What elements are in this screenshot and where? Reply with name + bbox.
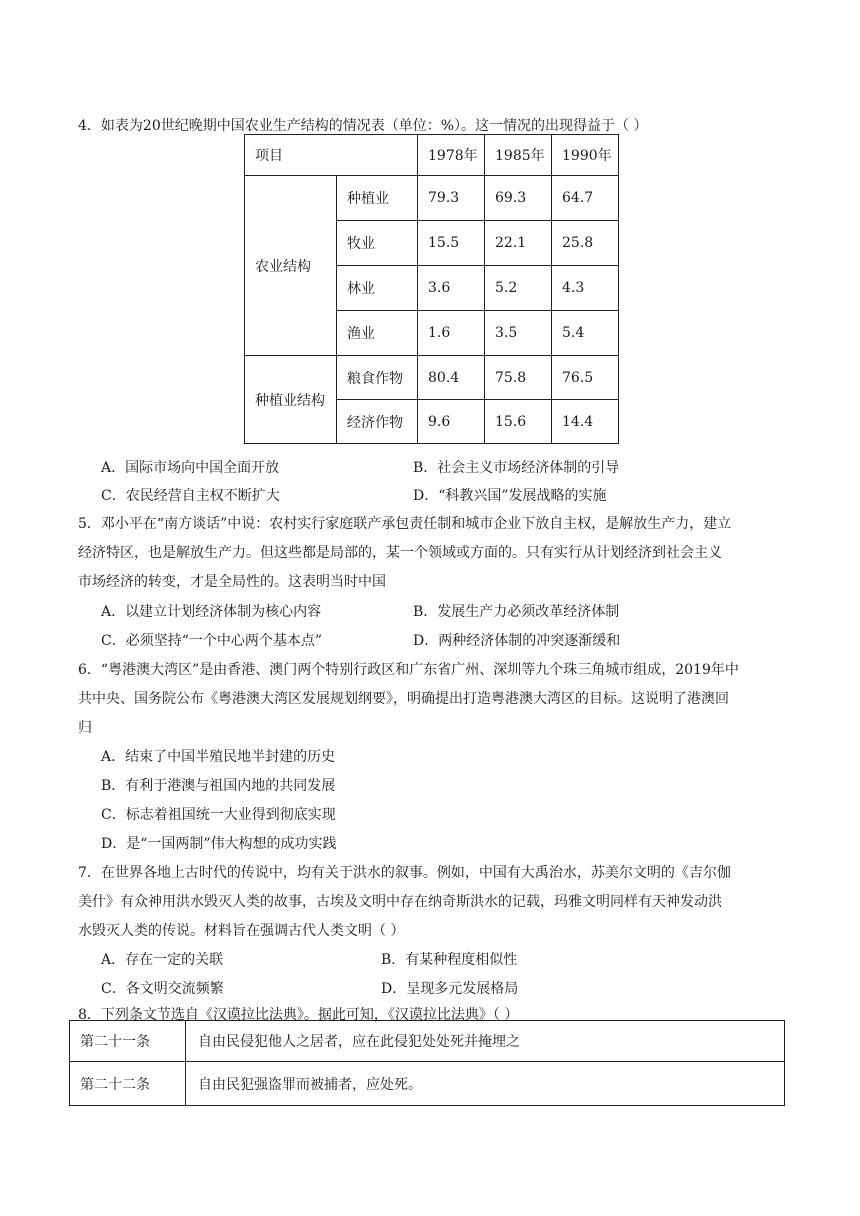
table-header-1990: 1990年 (552, 135, 619, 176)
hammurabi-code-table (69, 1020, 785, 1106)
q5-stem-line-1: 5．邓小平在“南方谈话”中说：农村实行家庭联产承包责任制和城市企业下放自主权，是解放生产力，建立 (78, 516, 732, 532)
row-label: 粮食作物 (337, 356, 418, 400)
table-cell: 15.6 (485, 400, 552, 444)
row-label: 林业 (337, 266, 418, 311)
q4-option-a[interactable]: A．国际市场向中国全面开放 (101, 460, 280, 476)
table-cell: 9.6 (418, 400, 485, 444)
q5-option-b[interactable]: B．发展生产力必须改革经济体制 (413, 604, 620, 620)
row-label: 种植业 (337, 176, 418, 221)
q5-option-a[interactable]: A．以建立计划经济体制为核心内容 (101, 604, 322, 620)
table-cell: 64.7 (552, 176, 619, 221)
table-cell: 76.5 (552, 356, 619, 400)
q7-stem-line-3: 水毁灭人类的传说。材料旨在强调古代人类文明（ ） (78, 923, 405, 939)
table-cell: 3.5 (485, 311, 552, 356)
table-cell: 22.1 (485, 221, 552, 266)
row-label: 渔业 (337, 311, 418, 356)
q6-stem-line-3: 归 (78, 720, 92, 736)
q5-option-d[interactable]: D．两种经济体制的冲突逐渐缓和 (413, 633, 621, 649)
table-header-1978: 1978年 (418, 135, 485, 176)
q6-option-a[interactable]: A．结束了中国半殖民地半封建的历史 (101, 749, 336, 765)
q4-option-c[interactable]: C．农民经营自主权不断扩大 (101, 488, 280, 504)
q8-stem: 8．下列条文节选自《汉谟拉比法典》。据此可知，《汉谟拉比法典》（ ） (78, 1007, 519, 1023)
q6-option-c[interactable]: C．标志着祖国统一大业得到彻底实现 (101, 807, 336, 823)
table-cell: 14.4 (552, 400, 619, 444)
q7-option-c[interactable]: C．各文明交流频繁 (101, 981, 224, 997)
q5-stem-line-2: 经济特区，也是解放生产力。但这些都是局部的，某一个领域或方面的。只有实行从计划经济到社会主义 (78, 545, 722, 561)
q4-stem: 4．如表为20世纪晚期中国农业生产结构的情况表（单位：%）。这一情况的出现得益于（ ） (78, 118, 648, 134)
q6-stem-line-1: 6．“粤港澳大湾区”是由香港、澳门两个特别行政区和广东省广州、深圳等九个珠三角城市组成，2019年中 (78, 662, 739, 678)
agriculture-structure-table (244, 134, 619, 444)
table-cell: 5.2 (485, 266, 552, 311)
table-cell: 80.4 (418, 356, 485, 400)
q4-option-b[interactable]: B．社会主义市场经济体制的引导 (413, 460, 620, 476)
table-cell: 25.8 (552, 221, 619, 266)
row-label: 经济作物 (337, 400, 418, 444)
table-header-item: 项目 (245, 135, 418, 176)
table-cell: 3.6 (418, 266, 485, 311)
table-cell: 5.4 (552, 311, 619, 356)
table-cell: 4.3 (552, 266, 619, 311)
q5-stem-line-3: 市场经济的转变，才是全局性的。这表明当时中国 (78, 574, 386, 590)
q7-stem-line-1: 7．在世界各地上古时代的传说中，均有关于洪水的叙事。例如，中国有大禹治水，苏美尔文明的《吉尔伽 (78, 865, 731, 881)
article-number: 第二十二条 (70, 1062, 186, 1106)
table-cell: 1.6 (418, 311, 485, 356)
article-number: 第二十一条 (70, 1021, 186, 1062)
table-cell: 75.8 (485, 356, 552, 400)
q7-option-d[interactable]: D．呈现多元发展格局 (381, 981, 519, 997)
q6-option-b[interactable]: B．有利于港澳与祖国内地的共同发展 (101, 778, 336, 794)
table-cell: 15.5 (418, 221, 485, 266)
table-cell: 79.3 (418, 176, 485, 221)
group-planting-structure: 种植业结构 (245, 356, 337, 444)
q7-stem-line-2: 美什》有众神用洪水毁灭人类的故事，古埃及文明中存在纳奇斯洪水的记载，玛雅文明同样有天神发动洪 (78, 894, 722, 910)
q5-option-c[interactable]: C．必须坚持“一个中心两个基本点” (101, 633, 323, 649)
group-agriculture-structure: 农业结构 (245, 176, 337, 356)
article-text: 自由民侵犯他人之居者，应在此侵犯处处死并掩埋之 (186, 1021, 785, 1062)
q6-stem-line-2: 共中央、国务院公布《粤港澳大湾区发展规划纲要》，明确提出打造粤港澳大湾区的目标。这说明了港澳回 (78, 691, 729, 707)
q7-option-a[interactable]: A．存在一定的关联 (101, 952, 224, 968)
q7-option-b[interactable]: B．有某种程度相似性 (381, 952, 518, 968)
q6-option-d[interactable]: D．是“一国两制”伟大构想的成功实践 (101, 836, 337, 852)
table-cell: 69.3 (485, 176, 552, 221)
article-text: 自由民犯强盗罪而被捕者，应处死。 (186, 1062, 785, 1106)
table-header-1985: 1985年 (485, 135, 552, 176)
row-label: 牧业 (337, 221, 418, 266)
q4-option-d[interactable]: D．“科教兴国”发展战略的实施 (413, 488, 607, 504)
